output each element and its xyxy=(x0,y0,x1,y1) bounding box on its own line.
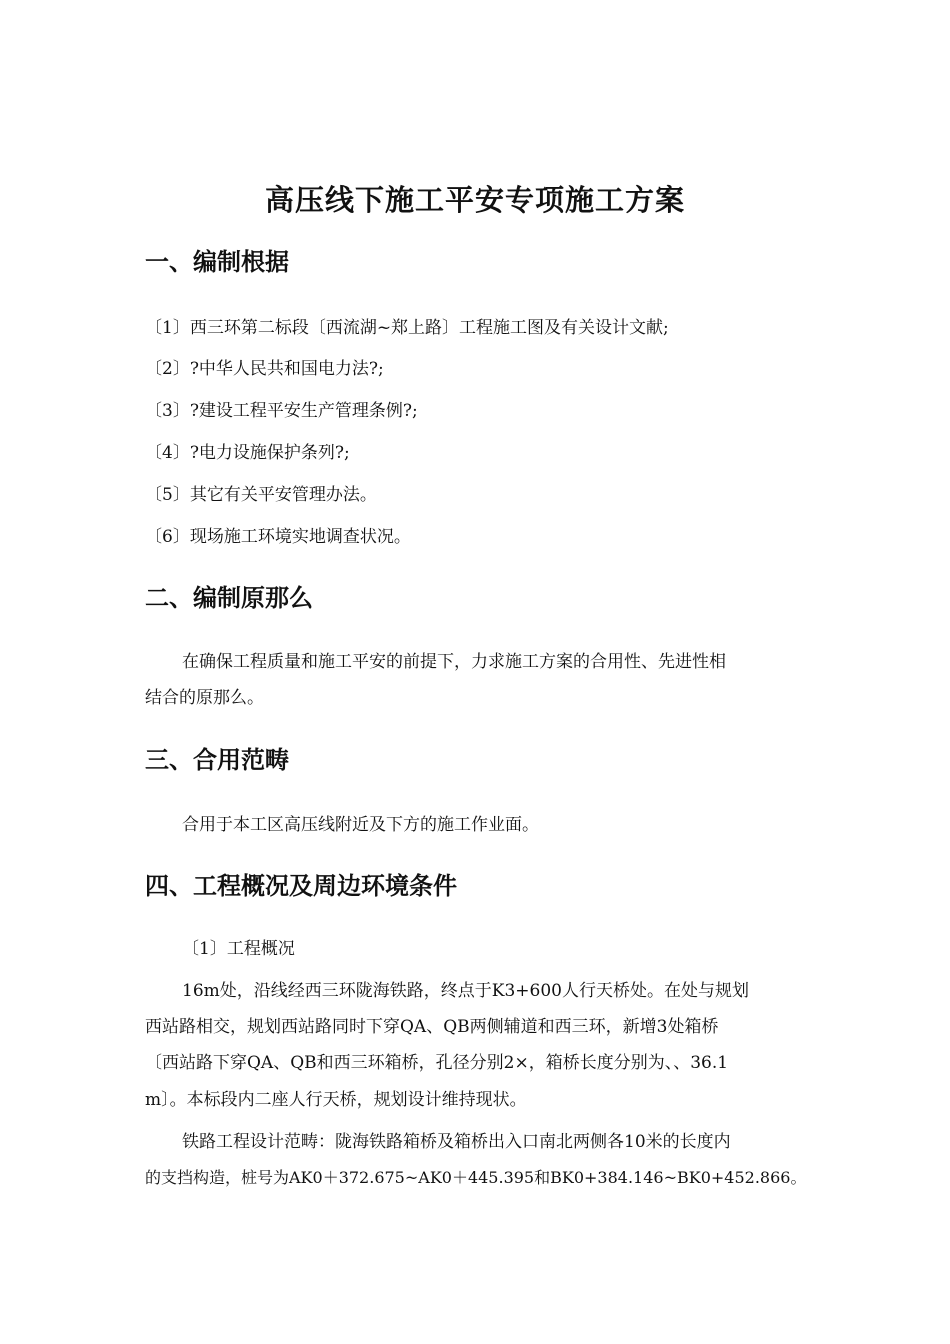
paragraph-line: 西站路相交，规划西站路同时下穿QA、QB两侧辅道和西三环，新增3处箱桥 xyxy=(145,1017,719,1037)
paragraph-line: 铁路工程设计范畴：陇海铁路箱桥及箱桥出入口南北两侧各10米的长度内 xyxy=(182,1132,731,1152)
paragraph-line: 在确保工程质量和施工平安的前提下，力求施工方案的合用性、先进性相 xyxy=(182,652,726,672)
list-item: 〔5〕其它有关平安管理办法。 xyxy=(145,485,377,505)
section-heading: 一、编制根据 xyxy=(145,248,289,276)
list-item: 〔6〕现场施工环境实地调查状况。 xyxy=(145,527,411,547)
paragraph-line: 〔西站路下穿QA、QB和西三环箱桥，孔径分别2×，箱桥长度分别为、、36.1 xyxy=(145,1053,729,1073)
paragraph-line: m〕。本标段内二座人行天桥，规划设计维持现状。 xyxy=(145,1090,527,1110)
list-item: 〔4〕?电力设施保护条列?; xyxy=(145,443,350,463)
section-heading: 四、工程概况及周边环境条件 xyxy=(145,872,457,900)
subheading: 〔1〕工程概况 xyxy=(182,939,295,959)
list-item: 〔2〕?中华人民共和国电力法?; xyxy=(145,359,384,379)
paragraph-line: 结合的原那么。 xyxy=(145,688,264,708)
list-item: 〔1〕西三环第二标段〔西流湖~郑上路〕工程施工图及有关设计文献; xyxy=(145,318,669,338)
section-heading: 三、合用范畴 xyxy=(145,746,289,774)
document-title: 高压线下施工平安专项施工方案 xyxy=(264,183,685,217)
section-heading: 二、编制原那么 xyxy=(145,584,313,612)
paragraph-line: 的支挡构造，桩号为AK0＋372.675~AK0＋445.395和BK0+384.146~BK0+452.866。 xyxy=(145,1168,807,1187)
paragraph-line: 16m处，沿线经西三环陇海铁路，终点于K3+600人行天桥处。在处与规划 xyxy=(182,981,749,1001)
paragraph-line: 合用于本工区高压线附近及下方的施工作业面。 xyxy=(182,815,539,835)
list-item: 〔3〕?建设工程平安生产管理条例?; xyxy=(145,401,418,421)
